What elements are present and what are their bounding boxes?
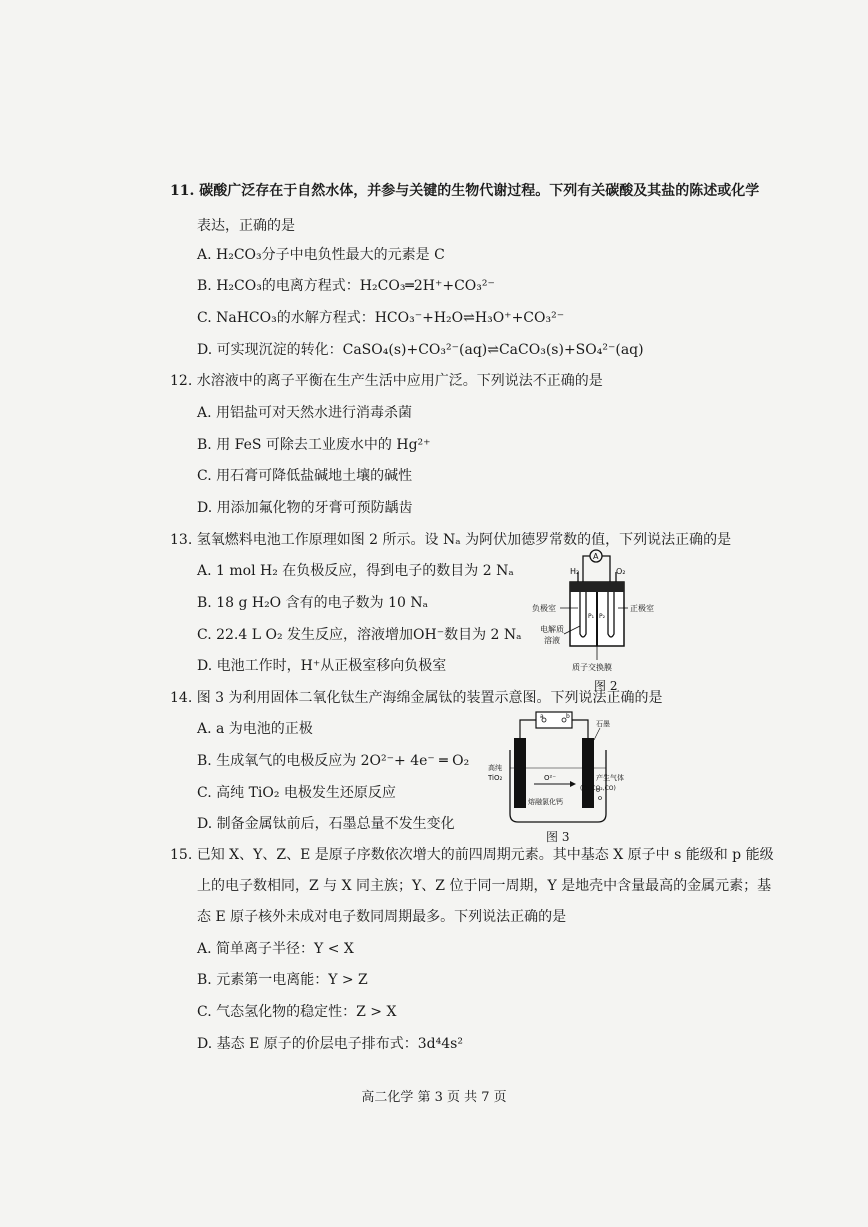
tio2-label-2: TiO₂	[488, 774, 503, 782]
gas-label-2: (O₂,CO₂,CO)	[580, 785, 616, 792]
q12-option-d: D. 用添加氟化物的牙膏可预防龋齿	[197, 500, 413, 516]
q12-option-c: C. 用石膏可降低盐碱地土壤的碱性	[197, 468, 413, 484]
electrolyte-label-2: 溶液	[544, 636, 560, 645]
q13-option-b: B. 18 g H₂O 含有的电子数为 10 Nₐ	[197, 595, 428, 611]
q13-stem: 13. 氢氧燃料电池工作原理如图 2 所示。设 Nₐ 为阿伏加德罗常数的值，下列说法正确的是	[170, 532, 732, 548]
q15-option-c: C. 气态氢化物的稳定性：Z > X	[197, 1004, 397, 1020]
graphite-anode	[582, 738, 594, 808]
figure-3-electrolysis-diagram	[488, 710, 628, 828]
electrolyte-label-1: 电解质	[540, 625, 564, 634]
gas-label-1: 产生气体	[596, 774, 624, 782]
q14-option-b: B. 生成氧气的电极反应为 2O²⁻+ 4e⁻ ═ O₂	[197, 753, 470, 769]
p2-label: P₂	[599, 613, 606, 620]
terminal-a-label: a	[540, 713, 544, 720]
o2-label: O₂	[616, 567, 626, 576]
q12-stem: 12. 水溶液中的离子平衡在生产生活中应用广泛。下列说法不正确的是	[170, 373, 603, 389]
q15-stem-line2: 上的电子数相同，Z 与 X 同主族；Y、Z 位于同一周期，Y 是地壳中含量最高的金属元素；基	[197, 878, 772, 894]
positive-chamber-label: 正极室	[630, 604, 654, 613]
q12-option-a: A. 用铝盐可对天然水进行消毒杀菌	[197, 405, 413, 421]
q15-stem-line3: 态 E 原子核外未成对电子数同周期最多。下列说法正确的是	[197, 909, 567, 925]
q13-option-d: D. 电池工作时，H⁺从正极室移向负极室	[197, 658, 447, 674]
figure-3-caption: 图 3	[546, 830, 570, 844]
page-footer: 高二化学 第 3 页 共 7 页	[361, 1090, 507, 1105]
q15-option-b: B. 元素第一电离能：Y > Z	[197, 972, 368, 988]
q15-option-a: A. 简单离子半径：Y < X	[197, 941, 354, 957]
negative-chamber-label: 负极室	[532, 604, 556, 613]
q11-option-c: C. NaHCO₃的水解方程式：HCO₃⁻+H₂O⇌H₃O⁺+CO₃²⁻	[197, 310, 565, 326]
q15-stem-line1: 15. 已知 X、Y、Z、E 是原子序数依次增大的前四周期元素。其中基态 X 原子中 s 能级和 p 能级	[170, 847, 774, 863]
tio2-label-1: 高纯	[488, 764, 502, 772]
electrode-bar	[570, 582, 624, 592]
q14-option-d: D. 制备金属钛前后，石墨总量不发生变化	[197, 816, 455, 832]
p1-label: P₁	[588, 613, 595, 620]
q13-option-c: C. 22.4 L O₂ 发生反应，溶液增加OH⁻数目为 2 Nₐ	[197, 627, 522, 643]
oxide-ion-label: O²⁻	[544, 774, 557, 782]
q15-option-d: D. 基态 E 原子的价层电子排布式：3d⁴4s²	[197, 1036, 463, 1052]
q11-stem-line1: 11. 碳酸广泛存在于自然水体，并参与关键的生物代谢过程。下列有关碳酸及其盐的陈述或化学	[170, 183, 760, 199]
figure-2-caption: 图 2	[594, 679, 618, 693]
q14-option-c: C. 高纯 TiO₂ 电极发生还原反应	[197, 785, 396, 801]
q11-option-d: D. 可实现沉淀的转化：CaSO₄(s)+CO₃²⁻(aq)⇌CaCO₃(s)+SO₄²⁻(aq)	[197, 342, 644, 358]
tio2-cathode	[514, 738, 526, 808]
q13-option-a: A. 1 mol H₂ 在负极反应，得到电子的数目为 2 Nₐ	[197, 563, 514, 579]
h2-label: H₂	[570, 567, 580, 576]
q14-option-a: A. a 为电池的正极	[197, 721, 313, 737]
q12-option-b: B. 用 FeS 可除去工业废水中的 Hg²⁺	[197, 437, 431, 453]
figure-2-fuel-cell-diagram	[530, 546, 660, 694]
terminal-b-label: b	[566, 713, 570, 720]
graphite-label: 石墨	[596, 720, 610, 728]
q11-option-a: A. H₂CO₃分子中电负性最大的元素是 C	[197, 247, 445, 263]
membrane-label: 质子交换膜	[572, 663, 612, 672]
q11-option-b: B. H₂CO₃的电离方程式：H₂CO₃═2H⁺+CO₃²⁻	[197, 278, 495, 294]
ammeter-label: A	[593, 552, 599, 561]
melt-label: 熔融氯化钙	[528, 798, 563, 806]
q14-stem: 14. 图 3 为利用固体二氧化钛生产海绵金属钛的装置示意图。下列说法正确的是	[170, 690, 663, 706]
q11-stem-line2: 表达，正确的是	[197, 218, 295, 234]
